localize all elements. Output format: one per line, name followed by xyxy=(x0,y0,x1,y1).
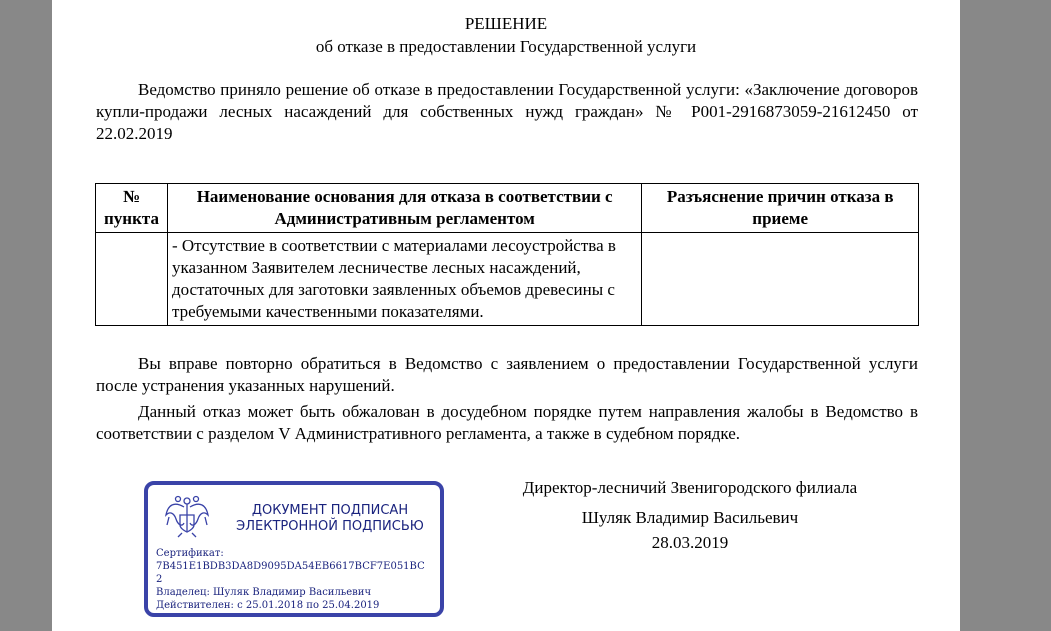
cell-explanation xyxy=(642,233,919,326)
stamp-heading-line1: ДОКУМЕНТ ПОДПИСАН xyxy=(251,503,409,518)
signatory-position: Директор-лесничий Звенигородского филиала xyxy=(522,478,858,497)
refusal-reasons-table xyxy=(95,183,919,326)
table-row xyxy=(96,233,919,326)
column-header-explanation: Разъяснение причин отказа в приеме xyxy=(642,184,919,233)
column-header-reason: Наименование основания для отказа в соответствии с Административным регламентом xyxy=(167,184,641,233)
certificate-validity: Действителен: с 25.01.2018 по 25.04.2019 xyxy=(156,600,380,611)
stamp-heading-line2: ЭЛЕКТРОННОЙ ПОДПИСЬЮ xyxy=(236,519,424,534)
cell-reason: - Отсутствие в соответствии с материалами лесоустройства в указанном Заявителем лесничестве лесных насаждений, достаточных для заготовки заявленных объемов древесины с требуемыми качественными показателями. xyxy=(167,233,641,326)
appeal-paragraph: Данный отказ может быть обжалован в досудебном порядке путем направления жалобы в Ведомство в соответствии с разделом V Административного регламента, а также в судебном порядке. xyxy=(96,402,918,443)
certificate-number: 7B451E1BDB3DA8D9095DA54EB6617BCF7E051BC2 xyxy=(156,561,425,585)
document-title: РЕШЕНИЕ xyxy=(464,14,548,33)
cell-number xyxy=(96,233,168,326)
signatory-name: Шуляк Владимир Васильевич xyxy=(581,508,799,527)
signature-date: 28.03.2019 xyxy=(651,533,729,552)
certificate-details xyxy=(156,547,434,612)
stamp-heading xyxy=(222,503,438,535)
coat-of-arms-icon xyxy=(160,491,214,539)
certificate-label: Сертификат: xyxy=(156,548,224,559)
certificate-owner: Владелец: Шуляк Владимир Васильевич xyxy=(156,587,372,598)
intro-paragraph: Ведомство приняло решение об отказе в предоставлении Государственной услуги: «Заключение договоров купли-продажи лесных насаждений для собственных нужд граждан» № P001-2916873059-21612450 от 22.02.2019 xyxy=(96,80,918,143)
table-header-row xyxy=(96,184,919,233)
document-subtitle: об отказе в предоставлении Государственной услуги xyxy=(315,37,697,56)
column-header-number: № пункта xyxy=(96,184,168,233)
document-page xyxy=(52,0,960,631)
electronic-signature-stamp xyxy=(144,481,444,617)
reapply-paragraph: Вы вправе повторно обратиться в Ведомство с заявлением о предоставлении Государственной услуги после устранения указанных нарушений. xyxy=(96,354,918,395)
